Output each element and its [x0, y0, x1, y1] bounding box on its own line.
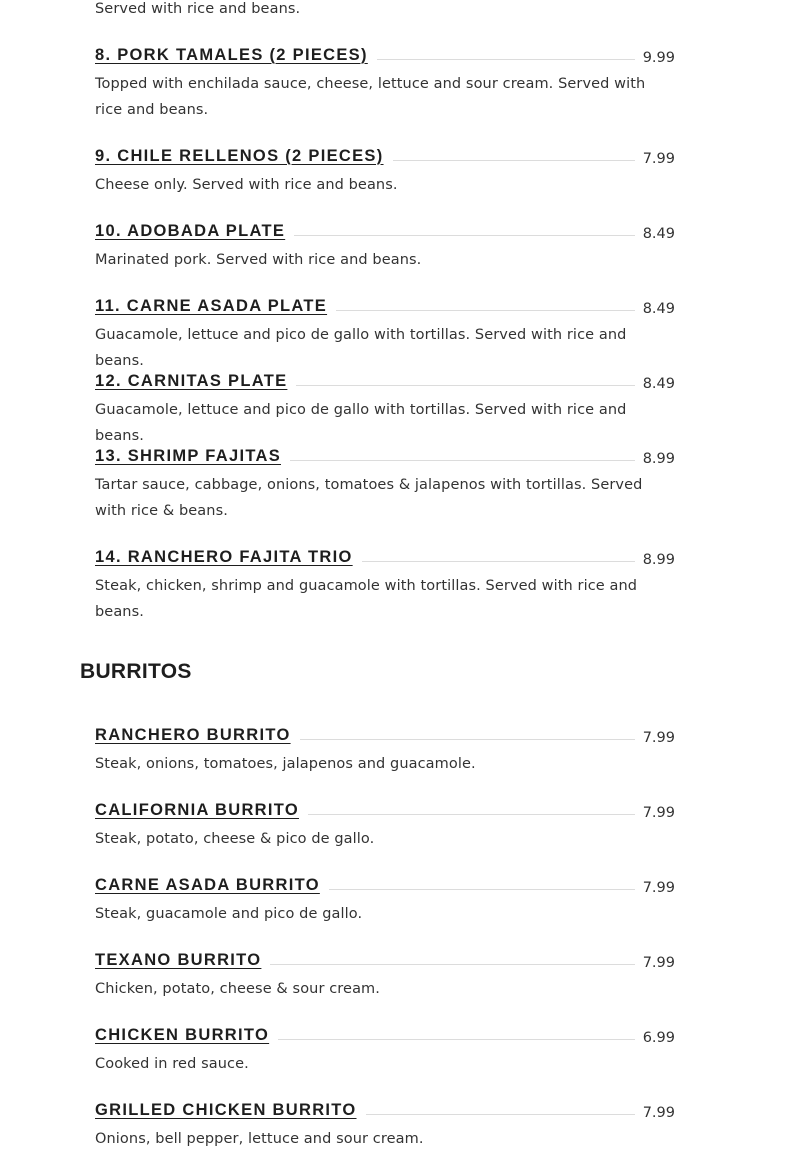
- dotted-leader: [308, 814, 635, 815]
- menu-item-row: [95, 370, 675, 392]
- menu-item-row: [95, 799, 675, 821]
- dotted-leader: [278, 1039, 635, 1040]
- section-heading: BURRITOS: [80, 660, 192, 683]
- dotted-leader: [296, 385, 634, 386]
- dotted-leader: [362, 561, 635, 562]
- menu-item-title-link[interactable]: GRILLED CHICKEN BURRITO: [95, 1100, 357, 1119]
- item-description: Steak, onions, tomatoes, jalapenos and guacamole.: [95, 756, 476, 772]
- item-description: Guacamole, lettuce and pico de gallo with tortillas. Served with rice and beans.: [95, 402, 627, 444]
- menu-item-price: 7.99: [642, 955, 675, 971]
- menu-item-title-link[interactable]: 8. PORK TAMALES (2 PIECES): [95, 45, 368, 64]
- menu-item-title-link[interactable]: CALIFORNIA BURRITO: [95, 800, 299, 819]
- menu-item-title-link[interactable]: TEXANO BURRITO: [95, 950, 262, 969]
- dotted-leader: [336, 310, 635, 311]
- menu-item-title-link[interactable]: RANCHERO BURRITO: [95, 725, 291, 744]
- menu-item-title-link[interactable]: CHICKEN BURRITO: [95, 1025, 270, 1044]
- menu-item-row: [95, 1024, 675, 1046]
- item-description: Tartar sauce, cabbage, onions, tomatoes & jalapenos with tortillas. Served with rice & beans.: [95, 477, 643, 519]
- item-description: Topped with enchilada sauce, cheese, lettuce and sour cream. Served with rice and beans.: [95, 76, 646, 118]
- menu-item-row: [95, 724, 675, 746]
- menu-item-price: 8.49: [642, 301, 675, 317]
- dotted-leader: [329, 889, 635, 890]
- dotted-leader: [294, 235, 635, 236]
- menu-item-price: 7.99: [642, 730, 675, 746]
- menu-item-row: [95, 145, 675, 167]
- menu-item-row: [95, 949, 675, 971]
- menu-item-price: 6.99: [642, 1030, 675, 1046]
- item-description: Served with rice and beans.: [95, 1, 301, 17]
- menu-item-title-link[interactable]: 9. CHILE RELLENOS (2 PIECES): [95, 146, 384, 165]
- item-description: Marinated pork. Served with rice and beans.: [95, 252, 422, 268]
- menu-item-row: [95, 546, 675, 568]
- item-description: Onions, bell pepper, lettuce and sour cream.: [95, 1131, 424, 1147]
- menu-item-price: 8.99: [642, 451, 675, 467]
- menu-item-row: [95, 445, 675, 467]
- item-description: Steak, guacamole and pico de gallo.: [95, 906, 363, 922]
- menu-item-row: [95, 874, 675, 896]
- item-description: Steak, potato, cheese & pico de gallo.: [95, 831, 375, 847]
- menu-item-price: 7.99: [642, 151, 675, 167]
- menu-item-title-link[interactable]: CARNE ASADA BURRITO: [95, 875, 320, 894]
- dotted-leader: [270, 964, 634, 965]
- menu-item-title-link[interactable]: 10. ADOBADA PLATE: [95, 221, 286, 240]
- item-description: Chicken, potato, cheese & sour cream.: [95, 981, 380, 997]
- dotted-leader: [377, 59, 635, 60]
- menu-item-title-link[interactable]: 11. CARNE ASADA PLATE: [95, 296, 328, 315]
- menu-item-price: 7.99: [642, 1105, 675, 1121]
- item-description: Cooked in red sauce.: [95, 1056, 249, 1072]
- menu-item-row: [95, 220, 675, 242]
- dotted-leader: [393, 160, 635, 161]
- menu-item-price: 7.99: [642, 805, 675, 821]
- dotted-leader: [300, 739, 635, 740]
- menu-item-row: [95, 44, 675, 66]
- dotted-leader: [290, 460, 635, 461]
- menu-item-price: 8.99: [642, 552, 675, 568]
- menu-item-price: 8.49: [642, 376, 675, 392]
- menu-item-price: 7.99: [642, 880, 675, 896]
- item-description: Cheese only. Served with rice and beans.: [95, 177, 398, 193]
- menu-item-row: [95, 1099, 675, 1121]
- menu-item-title-link[interactable]: 13. SHRIMP FAJITAS: [95, 446, 281, 465]
- item-description: Guacamole, lettuce and pico de gallo with tortillas. Served with rice and beans.: [95, 327, 627, 369]
- menu-item-row: [95, 295, 675, 317]
- item-description: Steak, chicken, shrimp and guacamole with tortillas. Served with rice and beans.: [95, 578, 638, 620]
- menu-item-price: 9.99: [642, 50, 675, 66]
- menu-item-title-link[interactable]: 14. RANCHERO FAJITA TRIO: [95, 547, 353, 566]
- menu-item-price: 8.49: [642, 226, 675, 242]
- dotted-leader: [366, 1114, 635, 1115]
- menu-item-title-link[interactable]: 12. CARNITAS PLATE: [95, 371, 288, 390]
